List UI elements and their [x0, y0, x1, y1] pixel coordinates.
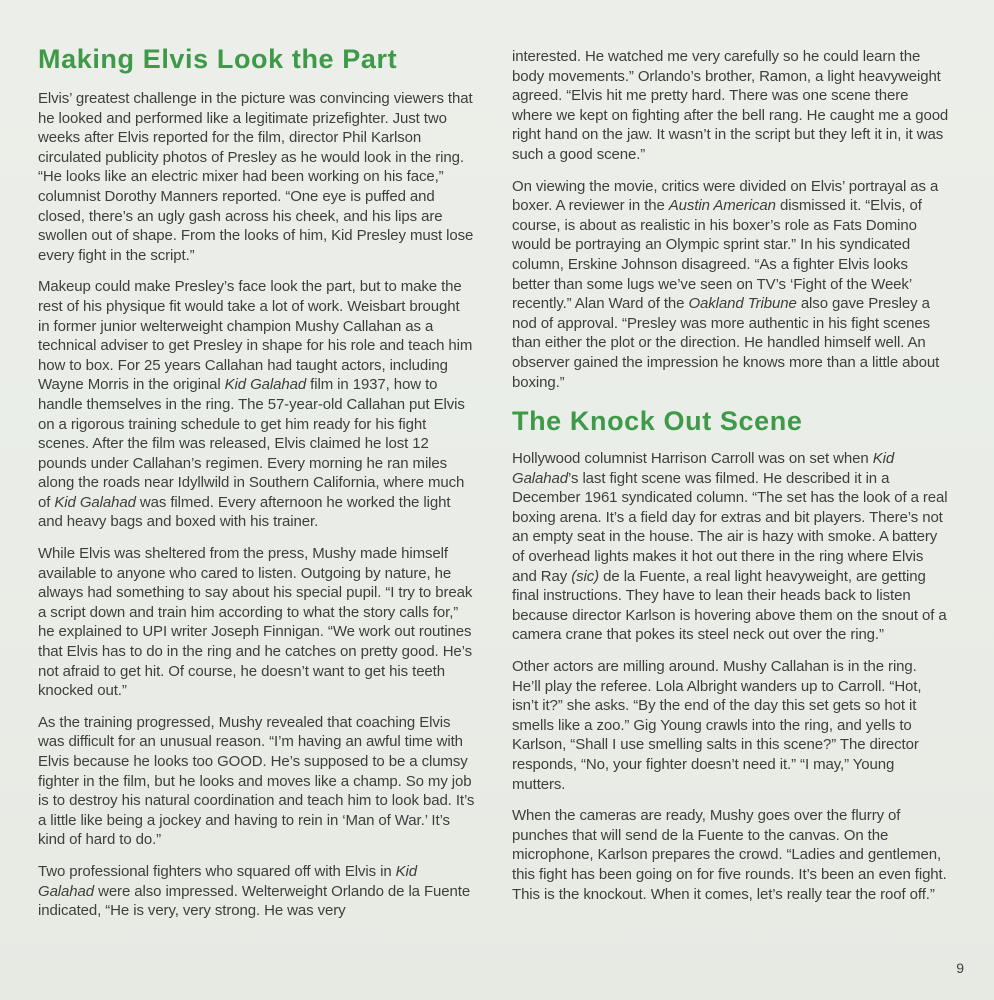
paragraph: Hollywood columnist Harrison Carroll was on set when Kid Galahad’s last fight scene was filmed. He described it in a December 1961 syndicated column. “The set has the look of a real boxing arena. It’s a field day for extras and bit players. There’s not an empty seat in the house. The air is hazy with smoke. A battery of overhead lights makes it hot out there in the ring where Elvis and Ray (sic) de la Fuente, a real light heavyweight, are getting final instructions. They have to lean their heads back to listen because director Karlson is hovering above them on the snout of a camera crane that pokes its steel neck out over the ring.” — [512, 450, 948, 644]
paragraph: As the training progressed, Mushy revealed that coaching Elvis was difficult for an unusual reason. “I’m having an awful time with Elvis because he looks too GOOD. He’s supposed to be a clumsy fighter in the film, but he looks and moves like a champ. So my job is to destroy his natural coordination and teach him to look bad. It’s a little like being a jockey and having to rein in ‘Man of War.’ It’s kind of hard to do.” — [38, 713, 475, 849]
paragraph: Two professional fighters who squared off with Elvis in Kid Galahad were also impressed. Welterweight Orlando de la Fuente indicated, “He is very, very strong. He was very — [38, 862, 471, 920]
right-column-continuation-paragraphs — [512, 44, 949, 392]
left-column-paragraphs — [38, 89, 475, 921]
section-heading-the-knock-out-scene: The Knock Out Scene — [512, 406, 803, 437]
paragraph: Makeup could make Presley’s face look the part, but to make the rest of his physique fit would take a lot of work. Weisbart brought in former junior welterweight champion Mushy Callahan as a technical adviser to get Presley in shape for his role and teach him how to box. For 25 years Callahan had taught actors, including Wayne Morris in the original Kid Galahad film in 1937, how to handle themselves in the ring. The 57-year-old Callahan put Elvis on a rigorous training schedule to get him ready for his fight scenes. After the film was released, Elvis claimed he lost 12 pounds under Callahan’s regimen. Every morning he ran miles along the roads near Idyllwild in Southern California, where much of Kid Galahad was filmed. Every afternoon he worked the light and heavy bags and boxed with his trainer. — [38, 278, 473, 531]
page-number: 9 — [956, 960, 964, 976]
left-column — [38, 44, 475, 933]
paragraph: Other actors are milling around. Mushy Callahan is in the ring. He’ll play the referee. Lola Albright wanders up to Carroll. “Hot, isn’t it?” she asks. “By the end of the day this set gets so hot it smells like a zoo.” Gig Young crawls into the ring, and yells to Karlson, “Shall I use smelling salts in this scene?” The director responds, “No, your fighter doesn’t need it.” “I may,” Young mutters. — [512, 658, 922, 793]
paragraph: On viewing the movie, critics were divided on Elvis’ portrayal as a boxer. A reviewer in the Austin American dismissed it. “Elvis, of course, is about as realistic in his boxer’s role as Fats Domino would be portraying an Olympic sprint star.” In his syndicated column, Erskine Johnson disagreed. “As a fighter Elvis looks better than some lugs we’ve seen on TV’s ‘Fight of the Week’ recently.” Alan Ward of the Oakland Tribune also gave Presley a nod of approval. “Presley was more authentic in his fight scenes than either the plot or the direction. He handled himself well. An observer gained the impression he knows more than a little about boxing.” — [512, 177, 940, 391]
right-column-paragraphs — [512, 449, 949, 904]
paragraph: Elvis’ greatest challenge in the picture was convincing viewers that he looked and performed like a legitimate prizefighter. Just two weeks after Elvis reported for the film, director Phil Karlson circulated publicity photos of Presley as he would look in the ring. “He looks like an electric mixer had been working on his face,” columnist Dorothy Manners reported. “One eye is puffed and closed, there’s an ugly gash across his cheek, and his lips are swollen out of shape. From the looks of him, Kid Presley must lose every fight in the script.” — [38, 90, 474, 264]
right-column — [512, 44, 949, 916]
paragraph: While Elvis was sheltered from the press, Mushy made himself available to anyone who cared to listen. Outgoing by nature, he always had something to say about his special pupil. “I try to break a script down and train him according to what the story calls for,” he explained to UPI writer Joseph Finnigan. “We work out routines that Elvis has to do in the ring and he catches on pretty good. He’s not afraid to get hit. Of course, he doesn’t want to get his teeth knocked out.” — [38, 545, 473, 700]
paragraph: interested. He watched me very carefully so he could learn the body movements.” Orlando’s brother, Ramon, a light heavyweight agreed. “Elvis hit me pretty hard. There was one scene there where we kept on fighting after the bell rang. He caught me a good right hand on the jaw. It wasn’t in the script but they left it in, it was such a good scene.” — [512, 48, 949, 163]
section-heading-making-elvis-look-the-part: Making Elvis Look the Part — [38, 44, 398, 74]
paragraph: When the cameras are ready, Mushy goes over the flurry of punches that will send de la Fuente to the canvas. On the microphone, Karlson prepares the crowd. “Ladies and gentlemen, this fight has been going on for five rounds. It’s been an even fight. This is the knockout. When it comes, let’s really tear the roof off.” — [512, 807, 947, 903]
